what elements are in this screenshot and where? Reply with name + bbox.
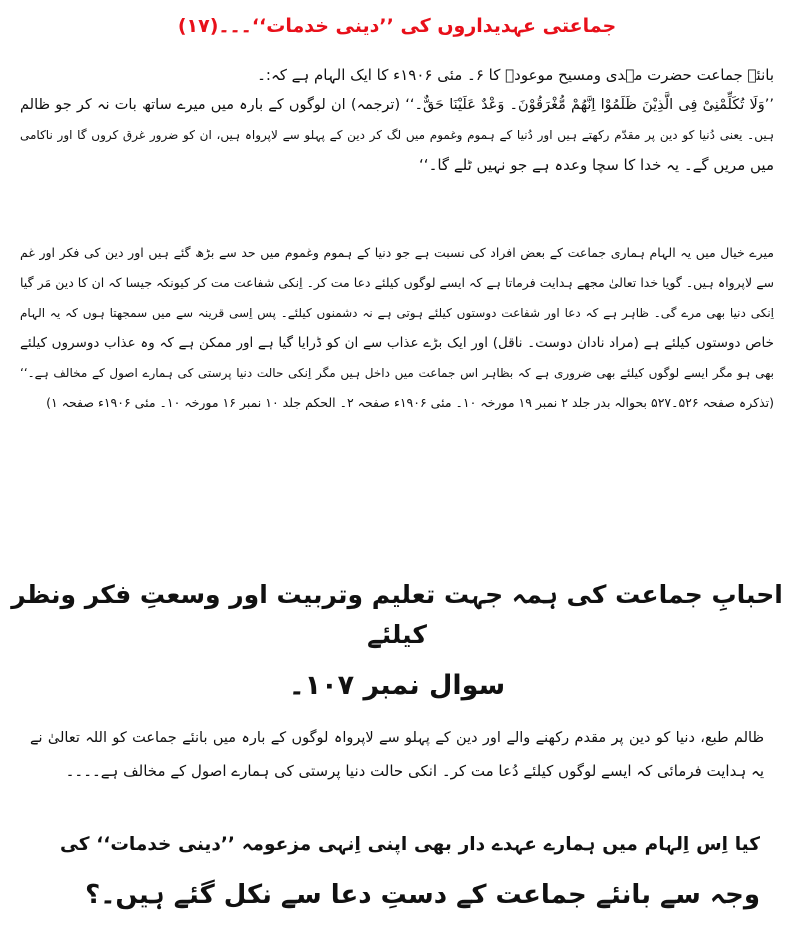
question-intro-line: یہ ہدایت فرمائی کہ ایسے لوگوں کیلئے دُعا مت کر۔ انکی حالت دنیا پرستی کی ہمارے اصول کے مخالف ہے۔۔۔۔ (65, 762, 764, 780)
question-intro (30, 722, 764, 788)
commentary-line: بھی ہو مگر ایسے لوگوں کیلئے بھی ضروری ہے کہ بظاہر اس جماعت میں داخل ہیں مگر اِنکی حالت دنیا پرستی کی ہمارے اصول کے مخالف ہے۔‘‘ (20, 366, 774, 380)
main-question-line: کیا اِس اِلہام میں ہمارے عہدے دار بھی اپنی اِنہی مزعومہ ’’دینی خدمات‘‘ کی (60, 834, 760, 855)
commentary-line: خاص دوستوں کیلئے ہے (مراد نادان دوست۔ ناقل) اور ایک بڑے عذاب سے ان کو ڈرایا گیا ہے اور ممکن ہے کہ وہ عذاب دوسروں کیلئے (20, 335, 774, 351)
ilham-line: میں مریں گے۔ یہ خدا کا سچا وعدہ ہے جو نہیں ٹلے گا۔‘‘ (419, 156, 774, 174)
main-question (60, 820, 760, 920)
article-title: جماعتی عہدیداروں کی ’’دینی خدمات‘‘۔۔۔(۱۷) (177, 15, 617, 37)
ilham-section (20, 60, 774, 180)
ilham-line: ’’وَلَا تُکَلِّمْنِیْ فِی الَّذِیْنَ ظَلَمُوْا اِنَّھُمْ مُّغْرَقُوْنَ۔ وَعْدٌ عَلَیْنَا حَقٌّ۔‘‘ (ترجمہ) ان لوگوں کے بارہ میں میرے ساتھ بات نہ کر جو ظالم (20, 97, 774, 113)
intro-line: بانئے جماعت حضرت مہدی ومسیح موعودؑ کا ۶۔ مئی ۱۹۰۶ء کا ایک الہام ہے کہ:۔ (257, 66, 774, 84)
section-heading: احبابِ جماعت کی ہمہ جہت تعلیم وتربیت اور وسعتِ فکر ونظر کیلئے (11, 580, 783, 649)
question-intro-line: ظالم طبع، دنیا کو دین پر مقدم رکھنے والے اور دین کے پہلو سے لاپرواہ لوگوں کے بارہ میں بانئے جماعت کو اللہ تعالیٰ نے (30, 730, 764, 746)
commentary-line: سے لاپرواہ ہیں۔ گویا خدا تعالیٰ مجھے ہدایت فرماتا ہے کہ ایسے لوگوں کیلئے دعا مت کر۔ اِنکی شفاعت مت کر کیونکہ جیسا کہ ان کا دین مَر گیا (20, 275, 774, 290)
reference-citation: (تذکرہ صفحہ ۵۲۶۔۵۲۷ بحوالہ بدر جلد ۲ نمبر ۱۹ مورخہ ۱۰۔ مئی ۱۹۰۶ء صفحہ ۲۔ الحکم جلد ۱۰ نمبر ۱۶ مورخہ ۱۰۔ مئی ۱۹۰۶ء صفحہ ۱) (46, 395, 774, 410)
main-question-line: وجہ سے بانئے جماعت کے دستِ دعا سے نکل گئے ہیں۔؟ (85, 880, 760, 910)
commentary-line: اِنکی دنیا بھی مرے گی۔ ظاہر ہے کہ دعا اور شفاعت دوستوں کیلئے ہوتی ہے نہ دشمنوں کیلئے۔ پس اِسی قرینہ سے میں سمجھتا ہوں کہ یہ الہام (20, 306, 774, 320)
question-number: سوال نمبر ۱۰۷۔ (288, 670, 506, 701)
commentary-line: میرے خیال میں یہ الہام ہماری جماعت کے بعض افراد کی نسبت ہے جو دنیا کے ہموم وغموم میں حد سے بڑھ گئے ہیں اور دین کی فکر اور غم (20, 245, 774, 260)
commentary-section (20, 238, 774, 418)
ilham-line: ہیں۔ یعنی دُنیا کو دین پر مقدّم رکھتے ہیں اور دُنیا کے ہموم وغموم میں لگ کر دین کے پہلو سے لاپرواہ ہیں، ان کو ضرور غرق کروں گا اور ناکامی (20, 128, 774, 142)
